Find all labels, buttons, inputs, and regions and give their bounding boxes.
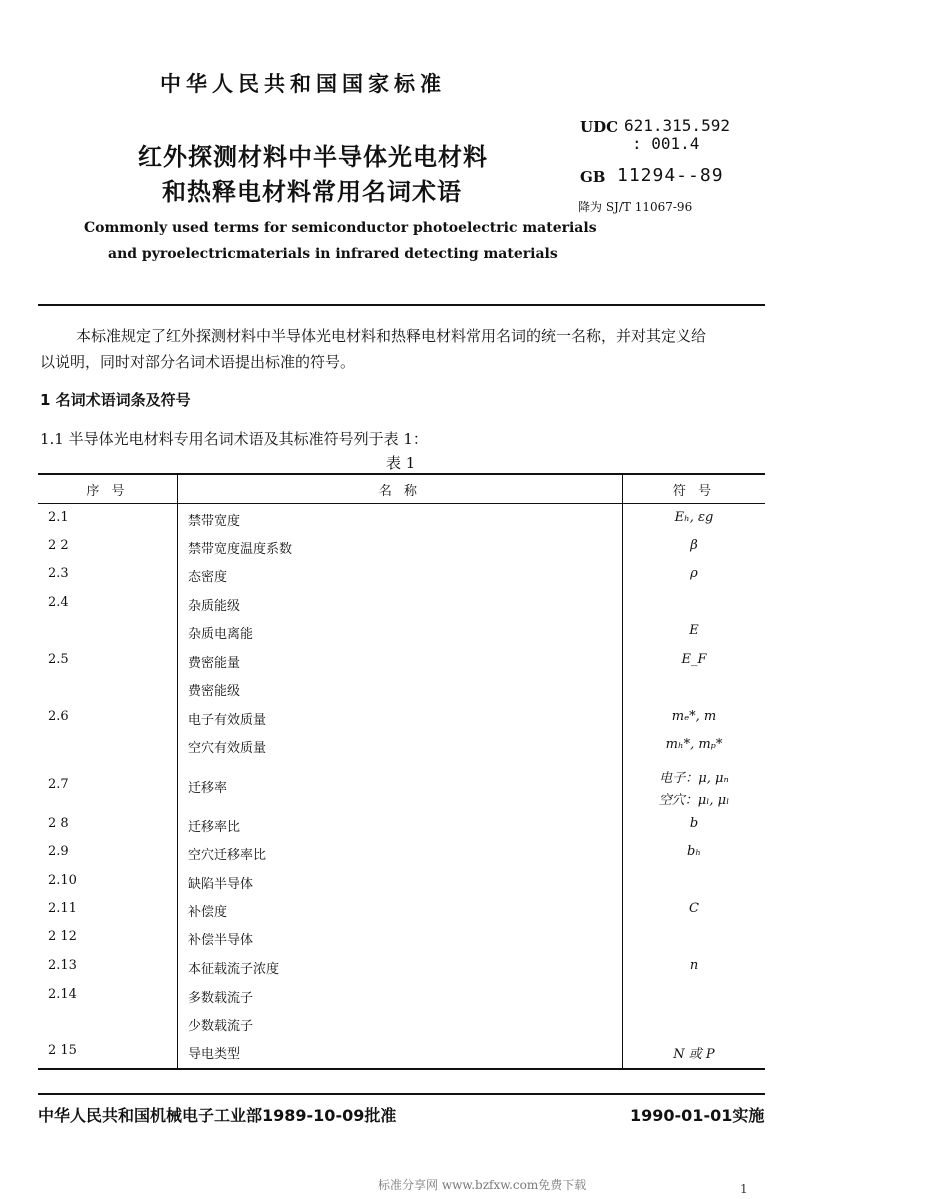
- table-cell-number: 2.13: [48, 958, 77, 973]
- intro-paragraph-line2: 以说明，同时对部分名词术语提出标准的符号。: [40, 353, 356, 371]
- table-cell-name: 电子有效质量: [188, 713, 267, 728]
- english-title-line2: and pyroelectricmaterials in infrared detecting materials: [108, 246, 558, 262]
- table-cell-number: 2.10: [48, 873, 77, 888]
- table-cell-name: 缺陷半导体: [188, 877, 254, 892]
- udc-value: 621.315.592: [624, 116, 730, 135]
- table-cell-symbol: Eₕ, εg: [674, 510, 714, 525]
- table-cell-number: 2 15: [48, 1043, 77, 1058]
- table-cell-name: 导电类型: [188, 1047, 241, 1062]
- table-cell-number: 2.11: [48, 901, 77, 916]
- table-cell-number: 2.14: [48, 987, 77, 1002]
- udc-value-suffix: : 001.4: [632, 134, 700, 153]
- table-caption: 表 1: [386, 454, 416, 472]
- table-cell-symbol: n: [689, 958, 699, 973]
- section-heading-1-1: 1.1 半导体光电材料专用名词术语及其标准符号列于表 1：: [40, 430, 428, 448]
- table-cell-symbol-line2: 空穴：μₗ, μₗ: [658, 793, 730, 808]
- table-cell-name: 补偿度: [188, 905, 228, 920]
- udc-label: UDC: [580, 118, 619, 136]
- table-cell-name: 禁带宽度温度系数: [188, 542, 293, 557]
- table-cell-symbol: mₕ*, mₚ*: [665, 737, 723, 752]
- table-cell-number: 2.6: [48, 709, 69, 724]
- table-cell-name: 补偿半导体: [188, 933, 254, 948]
- document-title-line2: 和热释电材料常用名词术语: [162, 178, 462, 206]
- table-cell-name: 空穴迁移率比: [188, 848, 267, 863]
- table-cell-symbol: E: [689, 623, 699, 638]
- effective-date: 1990-01-01实施: [630, 1106, 765, 1125]
- header-symbol: 符 号: [672, 484, 716, 499]
- table-cell-number: 2.4: [48, 595, 69, 610]
- header-name: 名 称: [378, 484, 422, 499]
- table-cell-name: 多数载流子: [188, 991, 254, 1006]
- table-cell-number: 2 2: [48, 538, 69, 553]
- table-cell-name: 少数载流子: [188, 1019, 254, 1034]
- table-cell-symbol: C: [689, 901, 699, 916]
- table-cell-name: 态密度: [188, 570, 228, 585]
- table-cell-symbol: N 或 P: [673, 1047, 715, 1062]
- header-number: 序 号: [86, 484, 129, 499]
- table-cell-name: 迁移率比: [188, 820, 241, 835]
- table-cell-number: 2.9: [48, 844, 69, 859]
- approval-statement: 中华人民共和国机械电子工业部1989-10-09批准: [38, 1106, 397, 1125]
- table-cell-symbol: bₕ: [687, 844, 701, 859]
- section-heading-1: 1 名词术语词条及符号: [40, 391, 191, 409]
- header-divider: [38, 304, 765, 306]
- table-cell-symbol: 电子：μ, μₙ: [659, 771, 729, 786]
- table-cell-number: 2.1: [48, 510, 69, 525]
- watermark-text: 标准分享网 www.bzfxw.com免费下载: [378, 1178, 587, 1192]
- table-cell-number: 2 12: [48, 929, 77, 944]
- table-bottom-rule: [38, 1068, 765, 1070]
- intro-paragraph-line1: 本标准规定了红外探测材料中半导体光电材料和热释电材料常用名词的统一名称，并对其定义给: [76, 327, 707, 345]
- table-cell-name: 费密能量: [188, 656, 241, 671]
- document-title-line1: 红外探测材料中半导体光电材料: [138, 143, 488, 171]
- gb-number: 11294--89: [617, 165, 724, 186]
- table-cell-number: 2.3: [48, 566, 69, 581]
- table-cell-number: 2.5: [48, 652, 69, 667]
- table-cell-number: 2 8: [48, 816, 69, 831]
- table-cell-name: 迁移率: [188, 781, 228, 796]
- footer-divider: [38, 1093, 765, 1095]
- table-header-rule: [38, 503, 765, 504]
- table-cell-number: 2.7: [48, 777, 69, 792]
- table-cell-symbol: mₑ*, m: [671, 709, 717, 724]
- table-cell-name: 杂质能级: [188, 599, 241, 614]
- table-cell-name: 杂质电离能: [188, 627, 254, 642]
- table-cell-name: 本征载流子浓度: [188, 962, 280, 977]
- table-cell-name: 禁带宽度: [188, 514, 241, 529]
- national-standard-heading: 中华人民共和国国家标准: [160, 72, 446, 96]
- table-cell-symbol: β: [690, 538, 698, 553]
- gb-label: GB: [580, 168, 606, 186]
- page-number: 1: [740, 1182, 748, 1196]
- table-cell-symbol: ρ: [690, 566, 698, 581]
- table-cell-name: 空穴有效质量: [188, 741, 267, 756]
- table-cell-symbol: E_F: [681, 652, 707, 667]
- table-col-divider-1: [177, 473, 178, 1069]
- downgraded-standard-note: 降为 SJ/T 11067-96: [578, 200, 693, 214]
- english-title-line1: Commonly used terms for semiconductor photoelectric materials: [84, 220, 597, 236]
- table-cell-name: 费密能级: [188, 684, 241, 699]
- table-top-rule: [38, 473, 765, 475]
- table-cell-symbol: b: [689, 816, 699, 831]
